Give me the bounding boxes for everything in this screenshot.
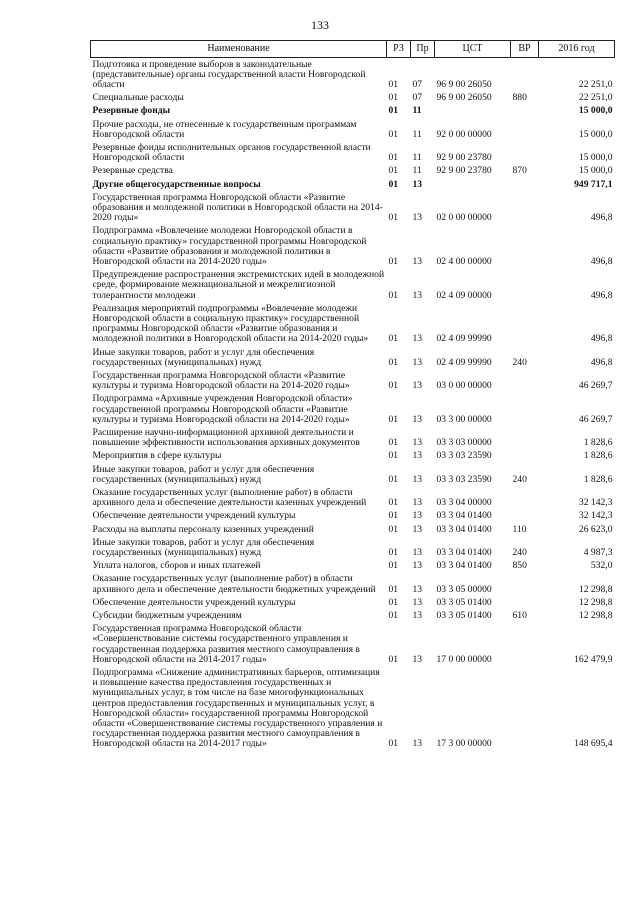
row-pr: 13 <box>412 437 423 449</box>
row-amount: 15 000,0 <box>578 128 613 140</box>
row-pr: 13 <box>412 450 423 462</box>
row-amount: 1 828,6 <box>583 473 613 485</box>
row-amount: 949 717,1 <box>574 178 613 190</box>
row-vr <box>511 225 539 269</box>
row-rz: 01 <box>388 165 399 177</box>
header-cst: ЦСТ <box>435 41 511 58</box>
header-pr: Пр <box>411 41 435 58</box>
row-vr <box>511 450 539 463</box>
row-cst: 92 9 00 23780 <box>436 165 492 177</box>
row-cst: 02 4 09 00000 <box>436 289 492 301</box>
row-rz: 01 <box>388 356 399 368</box>
row-cst: 96 9 00 26050 <box>436 78 492 90</box>
row-cst: 03 3 04 01400 <box>436 560 492 572</box>
row-cst: 17 3 00 00000 <box>436 738 492 750</box>
row-cst: 03 3 03 23590 <box>436 450 492 462</box>
table-row <box>91 191 615 225</box>
row-amount: 22 251,0 <box>578 78 613 90</box>
page-number: 133 <box>311 18 329 32</box>
row-amount: 12 298,8 <box>578 610 613 622</box>
row-rz: 01 <box>388 738 399 750</box>
row-name: Государственная программа Новгородской области «Совершенствование системы государственного управления и государственная поддержка развития местного самоуправления в Новгородской области на 2014-2017 годы» <box>92 623 360 665</box>
row-cst: 03 3 05 01400 <box>436 610 492 622</box>
row-vr <box>511 118 539 141</box>
row-amount: 26 623,0 <box>578 523 613 535</box>
row-cst <box>435 178 511 191</box>
row-pr: 13 <box>412 596 423 608</box>
row-pr: 13 <box>412 178 423 190</box>
row-name: Обеспечение деятельности учреждений культуры <box>92 510 296 522</box>
table-row <box>91 393 615 427</box>
row-rz: 01 <box>388 380 399 392</box>
row-cst: 03 3 03 23590 <box>436 473 492 485</box>
row-amount: 496,8 <box>590 212 613 224</box>
table-row <box>91 510 615 523</box>
row-amount: 1 828,6 <box>583 437 613 449</box>
row-amount: 12 298,8 <box>578 596 613 608</box>
row-rz: 01 <box>388 497 399 509</box>
row-pr: 13 <box>412 610 423 622</box>
row-vr <box>511 596 539 609</box>
row-name: Прочие расходы, не отнесенные к государственным программам Новгородской области <box>92 118 357 140</box>
table-row <box>91 369 615 392</box>
row-pr: 07 <box>412 92 423 104</box>
row-pr: 13 <box>412 473 423 485</box>
row-pr: 11 <box>412 105 422 117</box>
table-row <box>91 118 615 141</box>
row-pr: 13 <box>412 738 423 750</box>
row-name: Специальные расходы <box>92 92 184 104</box>
row-rz: 01 <box>388 560 399 572</box>
table-row <box>91 560 615 573</box>
row-name: Расходы на выплаты персоналу казенных учреждений <box>92 523 314 535</box>
row-rz: 01 <box>388 255 399 267</box>
table-row <box>91 596 615 609</box>
row-cst: 02 0 00 00000 <box>436 212 492 224</box>
table-row <box>91 58 615 92</box>
row-vr: 240 <box>512 473 527 485</box>
row-pr: 13 <box>412 523 423 535</box>
row-vr <box>511 178 539 191</box>
row-rz: 01 <box>388 105 399 117</box>
table-row <box>91 225 615 269</box>
row-cst: 03 3 00 00000 <box>436 413 492 425</box>
row-amount: 32 142,3 <box>578 510 613 522</box>
table-row <box>91 141 615 164</box>
row-amount: 15 000,0 <box>578 152 613 164</box>
table-header-row <box>91 41 615 58</box>
row-amount: 1 828,6 <box>583 450 613 462</box>
row-pr: 11 <box>412 165 422 177</box>
row-vr: 870 <box>512 165 527 177</box>
row-rz: 01 <box>388 583 399 595</box>
row-name: Другие общегосударственные вопросы <box>92 178 261 190</box>
row-cst: 03 3 04 01400 <box>436 547 492 559</box>
row-pr: 13 <box>412 510 423 522</box>
row-pr: 13 <box>412 497 423 509</box>
row-rz: 01 <box>388 152 399 164</box>
table-row <box>91 623 615 667</box>
row-cst: 03 3 04 01400 <box>436 510 492 522</box>
table-row <box>91 450 615 463</box>
row-amount: 12 298,8 <box>578 583 613 595</box>
row-rz: 01 <box>388 653 399 665</box>
row-rz: 01 <box>388 610 399 622</box>
row-pr: 11 <box>412 128 422 140</box>
row-cst: 03 0 00 00000 <box>436 380 492 392</box>
table-row <box>91 573 615 596</box>
row-name: Субсидии бюджетным учреждениям <box>92 610 242 622</box>
row-vr <box>511 269 539 303</box>
row-pr: 13 <box>412 583 423 595</box>
row-cst: 03 3 04 01400 <box>436 523 492 535</box>
row-vr <box>511 105 539 118</box>
row-rz: 01 <box>388 596 399 608</box>
table-row <box>91 346 615 369</box>
header-name: Наименование <box>91 41 387 58</box>
table-row <box>91 523 615 536</box>
row-cst <box>435 105 511 118</box>
table-row <box>91 165 615 178</box>
row-vr <box>511 393 539 427</box>
row-cst: 17 0 00 00000 <box>436 653 492 665</box>
row-pr: 13 <box>412 413 423 425</box>
table-row <box>91 178 615 191</box>
row-rz: 01 <box>388 437 399 449</box>
row-cst: 03 3 04 00000 <box>436 497 492 509</box>
table-row <box>91 463 615 486</box>
row-pr: 13 <box>412 289 423 301</box>
row-cst: 02 4 09 99990 <box>436 356 492 368</box>
row-amount: 15 000,0 <box>578 165 613 177</box>
row-vr <box>511 510 539 523</box>
row-amount: 496,8 <box>590 333 613 345</box>
row-rz: 01 <box>388 78 399 90</box>
row-name: Государственная программа Новгородской области «Развитие культуры и туризма Новгородской области на 2014-2020 годы» <box>92 369 350 392</box>
row-pr: 11 <box>412 152 422 164</box>
row-amount: 496,8 <box>590 356 613 368</box>
row-pr: 13 <box>412 547 423 559</box>
row-rz: 01 <box>388 547 399 559</box>
row-rz: 01 <box>388 450 399 462</box>
row-vr: 240 <box>512 547 527 559</box>
table-row <box>91 302 615 346</box>
row-vr <box>511 667 539 752</box>
row-amount: 46 269,7 <box>578 380 613 392</box>
row-amount: 496,8 <box>590 289 613 301</box>
row-name: Подпрограмма «Вовлечение молодежи Новгородской области в социальную практику» государственной программы Новгородской области «Развитие образования и молодежной политики в Новгородской области на 2014-2020 годы» <box>92 225 367 267</box>
row-cst: 03 3 05 00000 <box>436 583 492 595</box>
row-pr: 13 <box>412 356 423 368</box>
row-rz: 01 <box>388 523 399 535</box>
table-row <box>91 92 615 105</box>
table-row <box>91 105 615 118</box>
row-name: Иные закупки товаров, работ и услуг для обеспечения государственных (муниципальных) нужд <box>92 536 315 559</box>
row-rz: 01 <box>388 510 399 522</box>
row-rz: 01 <box>388 178 399 190</box>
row-rz: 01 <box>388 92 399 104</box>
row-vr <box>511 369 539 392</box>
row-cst: 92 9 00 23780 <box>436 152 492 164</box>
row-name: Государственная программа Новгородской области «Развитие образования и молодежной политики в Новгородской области на 2014-2020 годы» <box>92 191 383 224</box>
row-amount: 496,8 <box>590 255 613 267</box>
row-cst: 92 0 00 00000 <box>436 128 492 140</box>
row-name: Реализация мероприятий подпрограммы «Вовлечение молодежи Новгородской области в социальную практику» государственной программы Новгородской области «Развитие образования и молодежной политики в Новгородской области на 2014-2020 годы» <box>92 302 369 345</box>
row-name: Подготовка и проведение выборов в законодательные (представительные) органы государственной власти Новгородской области <box>92 58 366 90</box>
row-rz: 01 <box>388 413 399 425</box>
row-name: Обеспечение деятельности учреждений культуры <box>92 596 296 608</box>
row-name: Расширение научно-информационной архивной деятельности и повышение эффективности использования архивных документов <box>92 427 360 449</box>
row-pr: 13 <box>412 212 423 224</box>
row-cst: 02 4 09 99990 <box>436 333 492 345</box>
row-pr: 13 <box>412 560 423 572</box>
header-rz: РЗ <box>387 41 411 58</box>
row-amount: 148 695,4 <box>574 738 613 750</box>
row-pr: 13 <box>412 380 423 392</box>
row-vr: 610 <box>512 610 527 622</box>
row-rz: 01 <box>388 128 399 140</box>
row-name: Уплата налогов, сборов и иных платежей <box>92 560 261 572</box>
row-amount: 15 000,0 <box>578 105 613 117</box>
row-vr <box>511 58 539 92</box>
row-vr <box>511 302 539 346</box>
row-rz: 01 <box>388 333 399 345</box>
table-row <box>91 487 615 510</box>
table-body <box>91 58 615 752</box>
row-amount: 4 987,3 <box>583 547 613 559</box>
table-row <box>91 610 615 623</box>
row-rz: 01 <box>388 212 399 224</box>
row-pr: 07 <box>412 78 423 90</box>
header-year: 2016 год <box>539 41 615 58</box>
row-rz: 01 <box>388 473 399 485</box>
row-name: Иные закупки товаров, работ и услуг для обеспечения государственных (муниципальных) нужд <box>92 463 315 485</box>
row-cst: 96 9 00 26050 <box>436 92 492 104</box>
row-pr: 13 <box>412 255 423 267</box>
row-vr: 880 <box>512 92 527 104</box>
row-vr <box>511 191 539 225</box>
table-row <box>91 536 615 559</box>
row-vr <box>511 141 539 164</box>
row-amount: 532,0 <box>590 560 613 572</box>
table-row <box>91 427 615 450</box>
table-row <box>91 269 615 303</box>
row-name: Оказание государственных услуг (выполнение работ) в области архивного дела и обеспечение деятельности бюджетных учреждений <box>92 573 376 595</box>
row-vr <box>511 623 539 667</box>
row-pr: 13 <box>412 653 423 665</box>
row-rz: 01 <box>388 289 399 301</box>
row-cst: 02 4 00 00000 <box>436 255 492 267</box>
row-vr: 240 <box>512 356 527 368</box>
row-cst: 03 3 05 01400 <box>436 596 492 608</box>
row-name: Предупреждение распространения экстремистских идей в молодежной среде, формирование межнациональной и межрелигиозной толерантности молодежи <box>92 269 385 301</box>
row-name: Оказание государственных услуг (выполнение работ) в области архивного дела и обеспечение деятельности казенных учреждений <box>92 487 367 509</box>
row-vr: 110 <box>512 523 527 535</box>
row-name: Резервные фонды исполнительных органов государственной власти Новгородской области <box>92 141 371 164</box>
row-vr <box>511 487 539 510</box>
budget-table <box>90 40 615 751</box>
row-name: Резервные средства <box>92 165 173 177</box>
row-vr <box>511 573 539 596</box>
row-amount: 46 269,7 <box>578 413 613 425</box>
header-vr: ВР <box>511 41 539 58</box>
row-name: Подпрограмма «Снижение административных барьеров, оптимизация и повышение качества предоставления государственных и муниципальных услуг, в том числе на базе многофункциональных центров предоставления государственных и муниципальных услуг, в Новгородской области» государственной программы Новгородской области «Совершенствование системы государственного управления и государственная поддержка развития местного самоуправления в Новгородской области на 2014-2017 годы» <box>92 667 383 750</box>
row-amount: 32 142,3 <box>578 497 613 509</box>
row-cst: 03 3 03 00000 <box>436 437 492 449</box>
row-pr: 13 <box>412 333 423 345</box>
row-name: Подпрограмма «Архивные учреждения Новгородской области» государственной программы Новгородской области «Развитие культуры и туризма Новгородской области на 2014-2020 годы» <box>92 393 353 425</box>
row-amount: 22 251,0 <box>578 92 613 104</box>
row-amount: 162 479,9 <box>574 653 613 665</box>
row-vr: 850 <box>512 560 527 572</box>
table-row <box>91 667 615 752</box>
row-name: Мероприятия в сфере культуры <box>92 450 222 462</box>
row-vr <box>511 427 539 450</box>
row-name: Резервные фонды <box>92 105 171 117</box>
row-name: Иные закупки товаров, работ и услуг для обеспечения государственных (муниципальных) нужд <box>92 346 315 368</box>
